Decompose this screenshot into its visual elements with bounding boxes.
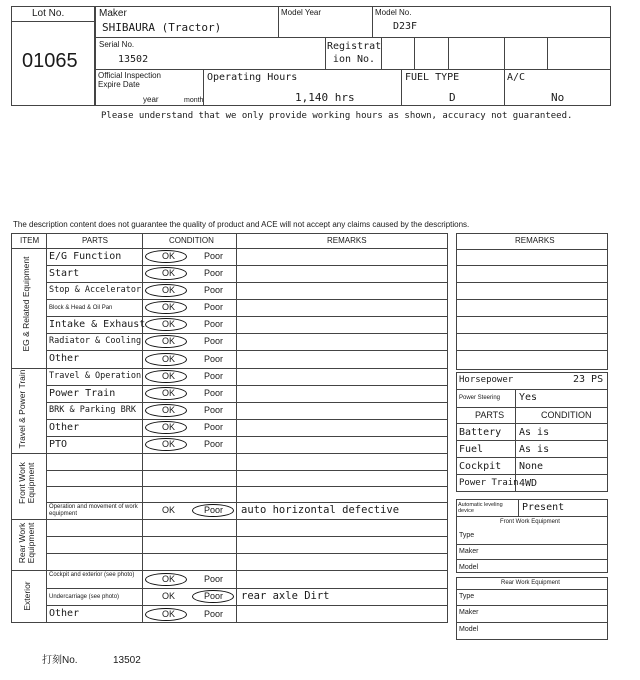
fuel-label: Fuel xyxy=(459,444,484,455)
part-name: Other xyxy=(49,608,80,619)
group-label-exterior: Exterior xyxy=(22,581,32,611)
part-name: Start xyxy=(49,267,80,279)
ok-circle-mark xyxy=(145,421,187,434)
part-name: PTO xyxy=(49,438,68,450)
condition-ok: OK xyxy=(162,251,176,261)
part-name: BRK & Parking BRK xyxy=(49,404,136,415)
front-model-label: Model xyxy=(459,564,479,571)
condition-poor: Poor xyxy=(204,608,224,619)
condition-ok: OK xyxy=(162,268,176,278)
part-name: Other xyxy=(49,353,80,364)
fuel-type-value: D xyxy=(449,91,456,104)
rear-maker-label: Maker xyxy=(459,609,479,616)
ok-circle-mark xyxy=(145,387,187,400)
cockpit-value: None xyxy=(519,461,544,472)
serial-value: 13502 xyxy=(118,54,149,65)
group-label-rear-work-equipment: Rear Work Equipment xyxy=(17,522,36,564)
condition-ok: OK xyxy=(162,285,176,295)
power-train-label: Power Train xyxy=(459,478,519,488)
part-name: Radiator & Cooling xyxy=(49,335,142,346)
condition-poor: Poor xyxy=(204,268,224,278)
condition-ok: OK xyxy=(162,319,176,329)
rear-work-equipment-title: Rear Work Equipment xyxy=(501,580,560,586)
parts-header: PARTS xyxy=(82,236,108,245)
right-remarks-header: REMARKS xyxy=(515,236,555,245)
condition-poor: Poor xyxy=(204,319,224,329)
condition-poor: Poor xyxy=(204,302,224,312)
auto-leveling-value: Present xyxy=(522,502,565,513)
condition-ok: OK xyxy=(162,388,176,398)
condition-poor: Poor xyxy=(204,505,224,515)
description-disclaimer: The description content does not guarantee the quality of product and ACE will not accept any claims caused by the descriptions. xyxy=(13,220,470,229)
condition-poor: Poor xyxy=(204,371,224,381)
power-train-value: 4WD xyxy=(519,478,538,489)
item-header: ITEM xyxy=(20,236,40,245)
stamp-number-value: 13502 xyxy=(113,655,141,666)
fuel-type-label: FUEL TYPE xyxy=(405,72,460,83)
ok-circle-mark xyxy=(145,608,187,621)
part-name: Power Train xyxy=(49,387,116,399)
ok-circle-mark xyxy=(145,573,187,586)
ok-circle-mark xyxy=(145,335,187,348)
condition-poor: Poor xyxy=(204,285,224,295)
front-work-equipment-title: Front Work Equipment xyxy=(500,519,560,525)
horsepower-value: 23 PS xyxy=(573,374,604,385)
poor-circle-mark xyxy=(192,590,234,603)
stamp-number-label: 打刻No. xyxy=(42,655,78,666)
lot-number: 01065 xyxy=(22,50,78,72)
ok-circle-mark xyxy=(145,438,187,451)
group-label-travel-power-train: Travel & Power Train xyxy=(17,369,27,449)
part-name: Undercarriage (see photo) xyxy=(49,593,120,600)
condition-poor: Poor xyxy=(204,573,224,584)
ac-value: No xyxy=(551,91,565,104)
registration-label: Registrat ion No. xyxy=(327,41,382,65)
condition-ok: OK xyxy=(162,371,176,381)
battery-value: As is xyxy=(519,427,550,438)
model-no-label: Model No. xyxy=(375,8,412,17)
serial-label: Serial No. xyxy=(99,40,135,49)
maker-label: Maker xyxy=(99,8,127,19)
ok-circle-mark xyxy=(145,370,187,383)
spec-parts-header: PARTS xyxy=(475,410,505,420)
part-name: Intake & Exhaust xyxy=(49,318,146,330)
condition-ok: OK xyxy=(162,573,176,584)
condition-poor: Poor xyxy=(204,405,224,415)
part-name: Stop & Accelerator xyxy=(49,284,142,295)
condition-ok: OK xyxy=(162,422,176,432)
condition-ok: OK xyxy=(162,353,176,364)
condition-poor: Poor xyxy=(204,388,224,398)
part-name: Cockpit and exterior (see photo) xyxy=(49,572,135,578)
year-label: year xyxy=(143,95,159,104)
condition-poor: Poor xyxy=(204,422,224,432)
power-steering-label: Power Steering xyxy=(459,395,501,401)
ok-circle-mark xyxy=(145,284,187,297)
condition-header: CONDITION xyxy=(169,236,214,245)
power-steering-value: Yes xyxy=(519,392,538,403)
remarks-header: REMARKS xyxy=(327,236,367,245)
ok-circle-mark xyxy=(145,404,187,417)
rear-work-equipment-box xyxy=(456,577,608,640)
month-label: month xyxy=(184,97,204,104)
model-year-label: Model Year xyxy=(281,8,322,17)
ac-label: A/C xyxy=(507,72,526,83)
hours-disclaimer: Please understand that we only provide working hours as shown, accuracy not guaranteed. xyxy=(101,111,573,121)
condition-ok: OK xyxy=(162,405,176,415)
ok-circle-mark xyxy=(145,353,187,366)
group-label-front-work-equipment: Front Work Equipment xyxy=(17,462,36,504)
condition-ok: OK xyxy=(162,439,176,449)
poor-circle-mark xyxy=(192,504,234,517)
ok-circle-mark xyxy=(145,301,187,314)
spec-condition-header: CONDITION xyxy=(541,410,592,420)
front-type-label: Type xyxy=(459,532,475,539)
front-maker-label: Maker xyxy=(459,548,479,555)
rear-type-label: Type xyxy=(459,593,475,600)
condition-ok: OK xyxy=(162,336,176,346)
condition-poor: Poor xyxy=(204,439,224,449)
operating-hours-value: 1,140 hrs xyxy=(295,91,355,104)
condition-ok: OK xyxy=(162,608,176,619)
rear-model-label: Model xyxy=(459,626,479,633)
fuel-value: As is xyxy=(519,444,550,455)
row-remark: rear axle Dirt xyxy=(241,590,330,602)
operating-hours-label: Operating Hours xyxy=(207,72,298,83)
model-no-value: D23F xyxy=(393,21,418,32)
condition-ok: OK xyxy=(162,302,176,312)
condition-ok: OK xyxy=(162,505,176,515)
part-name: Travel & Operation xyxy=(49,370,142,381)
part-name: Block & Head & Oil Pan xyxy=(49,304,113,311)
lot-label: Lot No. xyxy=(32,8,65,19)
ok-circle-mark xyxy=(145,250,187,263)
condition-poor: Poor xyxy=(204,591,224,601)
horsepower-label: Horsepower xyxy=(459,375,514,385)
condition-ok: OK xyxy=(162,591,176,601)
maker-value: SHIBAURA (Tractor) xyxy=(102,21,222,34)
inspection-label-line2: Expire Date xyxy=(98,80,140,89)
auto-leveling-label: Automatic leveling device xyxy=(458,502,503,515)
inspection-label-line1: Official Inspection xyxy=(98,71,161,80)
condition-poor: Poor xyxy=(204,353,224,364)
group-label-eg-related-equipment: EG & Related Equipment xyxy=(21,256,31,352)
ok-circle-mark xyxy=(145,318,187,331)
row-remark: auto horizontal defective xyxy=(241,504,400,516)
part-name: E/G Function xyxy=(49,250,122,262)
condition-poor: Poor xyxy=(204,336,224,346)
ok-circle-mark xyxy=(145,267,187,280)
part-name: Other xyxy=(49,421,80,433)
cockpit-label: Cockpit xyxy=(459,461,502,472)
part-name: Operation and movement of work equipment xyxy=(49,504,138,517)
condition-poor: Poor xyxy=(204,251,224,261)
battery-label: Battery xyxy=(459,427,502,438)
